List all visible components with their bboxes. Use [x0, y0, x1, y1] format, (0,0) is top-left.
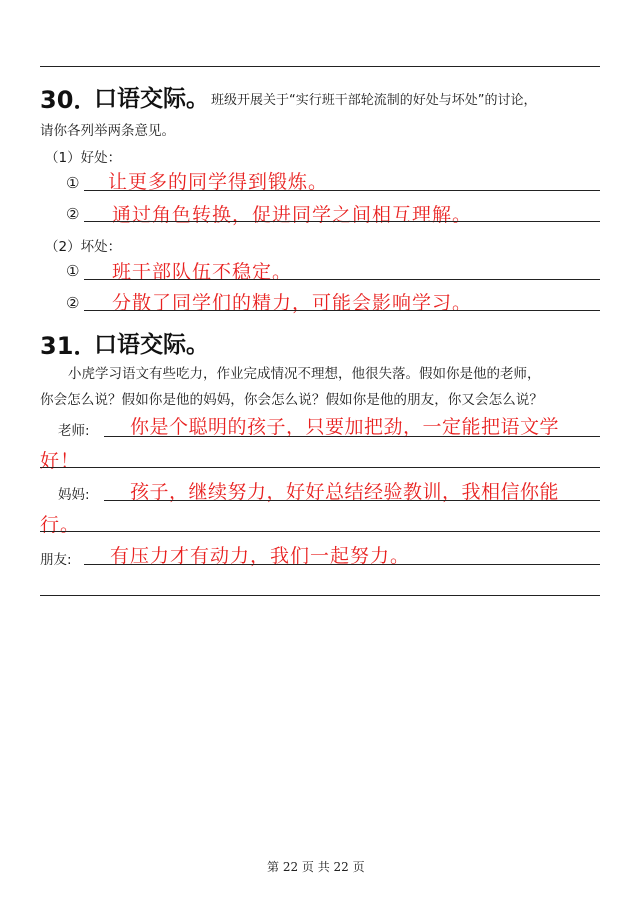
q31-teacher-line-1 [104, 436, 600, 437]
q31-friend-label: 朋友: [40, 552, 72, 568]
q31-prompt-line1: 小虎学习语文有些吃力，作业完成情况不理想，他很失落。假如你是他的老师， [68, 366, 541, 382]
q31-prompt-line2: 你会怎么说？假如你是他的妈妈，你会怎么说？假如你是他的朋友，你又会怎么说？ [40, 392, 543, 408]
q31-teacher-line-2 [40, 467, 600, 468]
q31-friend-line [84, 564, 600, 565]
q30-cons-answer-2: 分散了同学们的精力，可能会影响学习。 [112, 292, 473, 314]
q30-pros-marker-2: ② [66, 205, 80, 223]
q30-pros-line-2 [84, 221, 600, 222]
q30-number: 30． [40, 86, 98, 114]
q30-cons-line-2 [84, 310, 600, 311]
q30-prompt-line1: 班级开展关于“实行班干部轮流制的好处与坏处”的讨论， [211, 93, 537, 108]
q31-teacher-label: 老师: [58, 423, 90, 439]
q30-cons-marker-2: ② [66, 294, 80, 312]
top-rule [40, 66, 600, 67]
q30-pros-answer-1: 让更多的同学得到锻炼。 [108, 171, 329, 193]
q30-pros-line-1 [84, 190, 600, 191]
q31-title: 口语交际。 [94, 332, 209, 358]
q30-cons-answer-1: 班干部队伍不稳定。 [112, 261, 293, 283]
q31-mother-line-2 [40, 531, 600, 532]
q30-pros-marker-1: ① [66, 174, 80, 192]
q31-mother-label: 妈妈: [58, 487, 90, 503]
q31-mother-answer-line1: 孩子，继续努力，好好总结经验教训，我相信你能 [130, 481, 560, 503]
q30-pros-label: （1）好处： [45, 150, 122, 166]
q31-mother-line-1 [104, 500, 600, 501]
q30-cons-label: （2）坏处： [45, 239, 122, 255]
q30-pros-answer-2: 通过角色转换，促进同学之间相互理解。 [112, 204, 473, 226]
q31-teacher-answer-line2: 好！ [40, 450, 81, 472]
page-footer: 第 22 页 共 22 页 [267, 860, 365, 874]
q31-mother-answer-line2: 行。 [40, 514, 81, 536]
q31-teacher-answer-line1: 你是个聪明的孩子，只要加把劲，一定能把语文学 [130, 416, 560, 438]
q31-blank-line [40, 595, 600, 596]
q30-prompt-line2: 请你各列举两条意见。 [40, 123, 175, 139]
q31-friend-answer: 有压力才有动力，我们一起努力。 [110, 545, 411, 567]
q30-title: 口语交际。 [94, 86, 209, 112]
q30-cons-marker-1: ① [66, 262, 80, 280]
q30-cons-line-1 [84, 279, 600, 280]
q31-number: 31． [40, 332, 98, 360]
